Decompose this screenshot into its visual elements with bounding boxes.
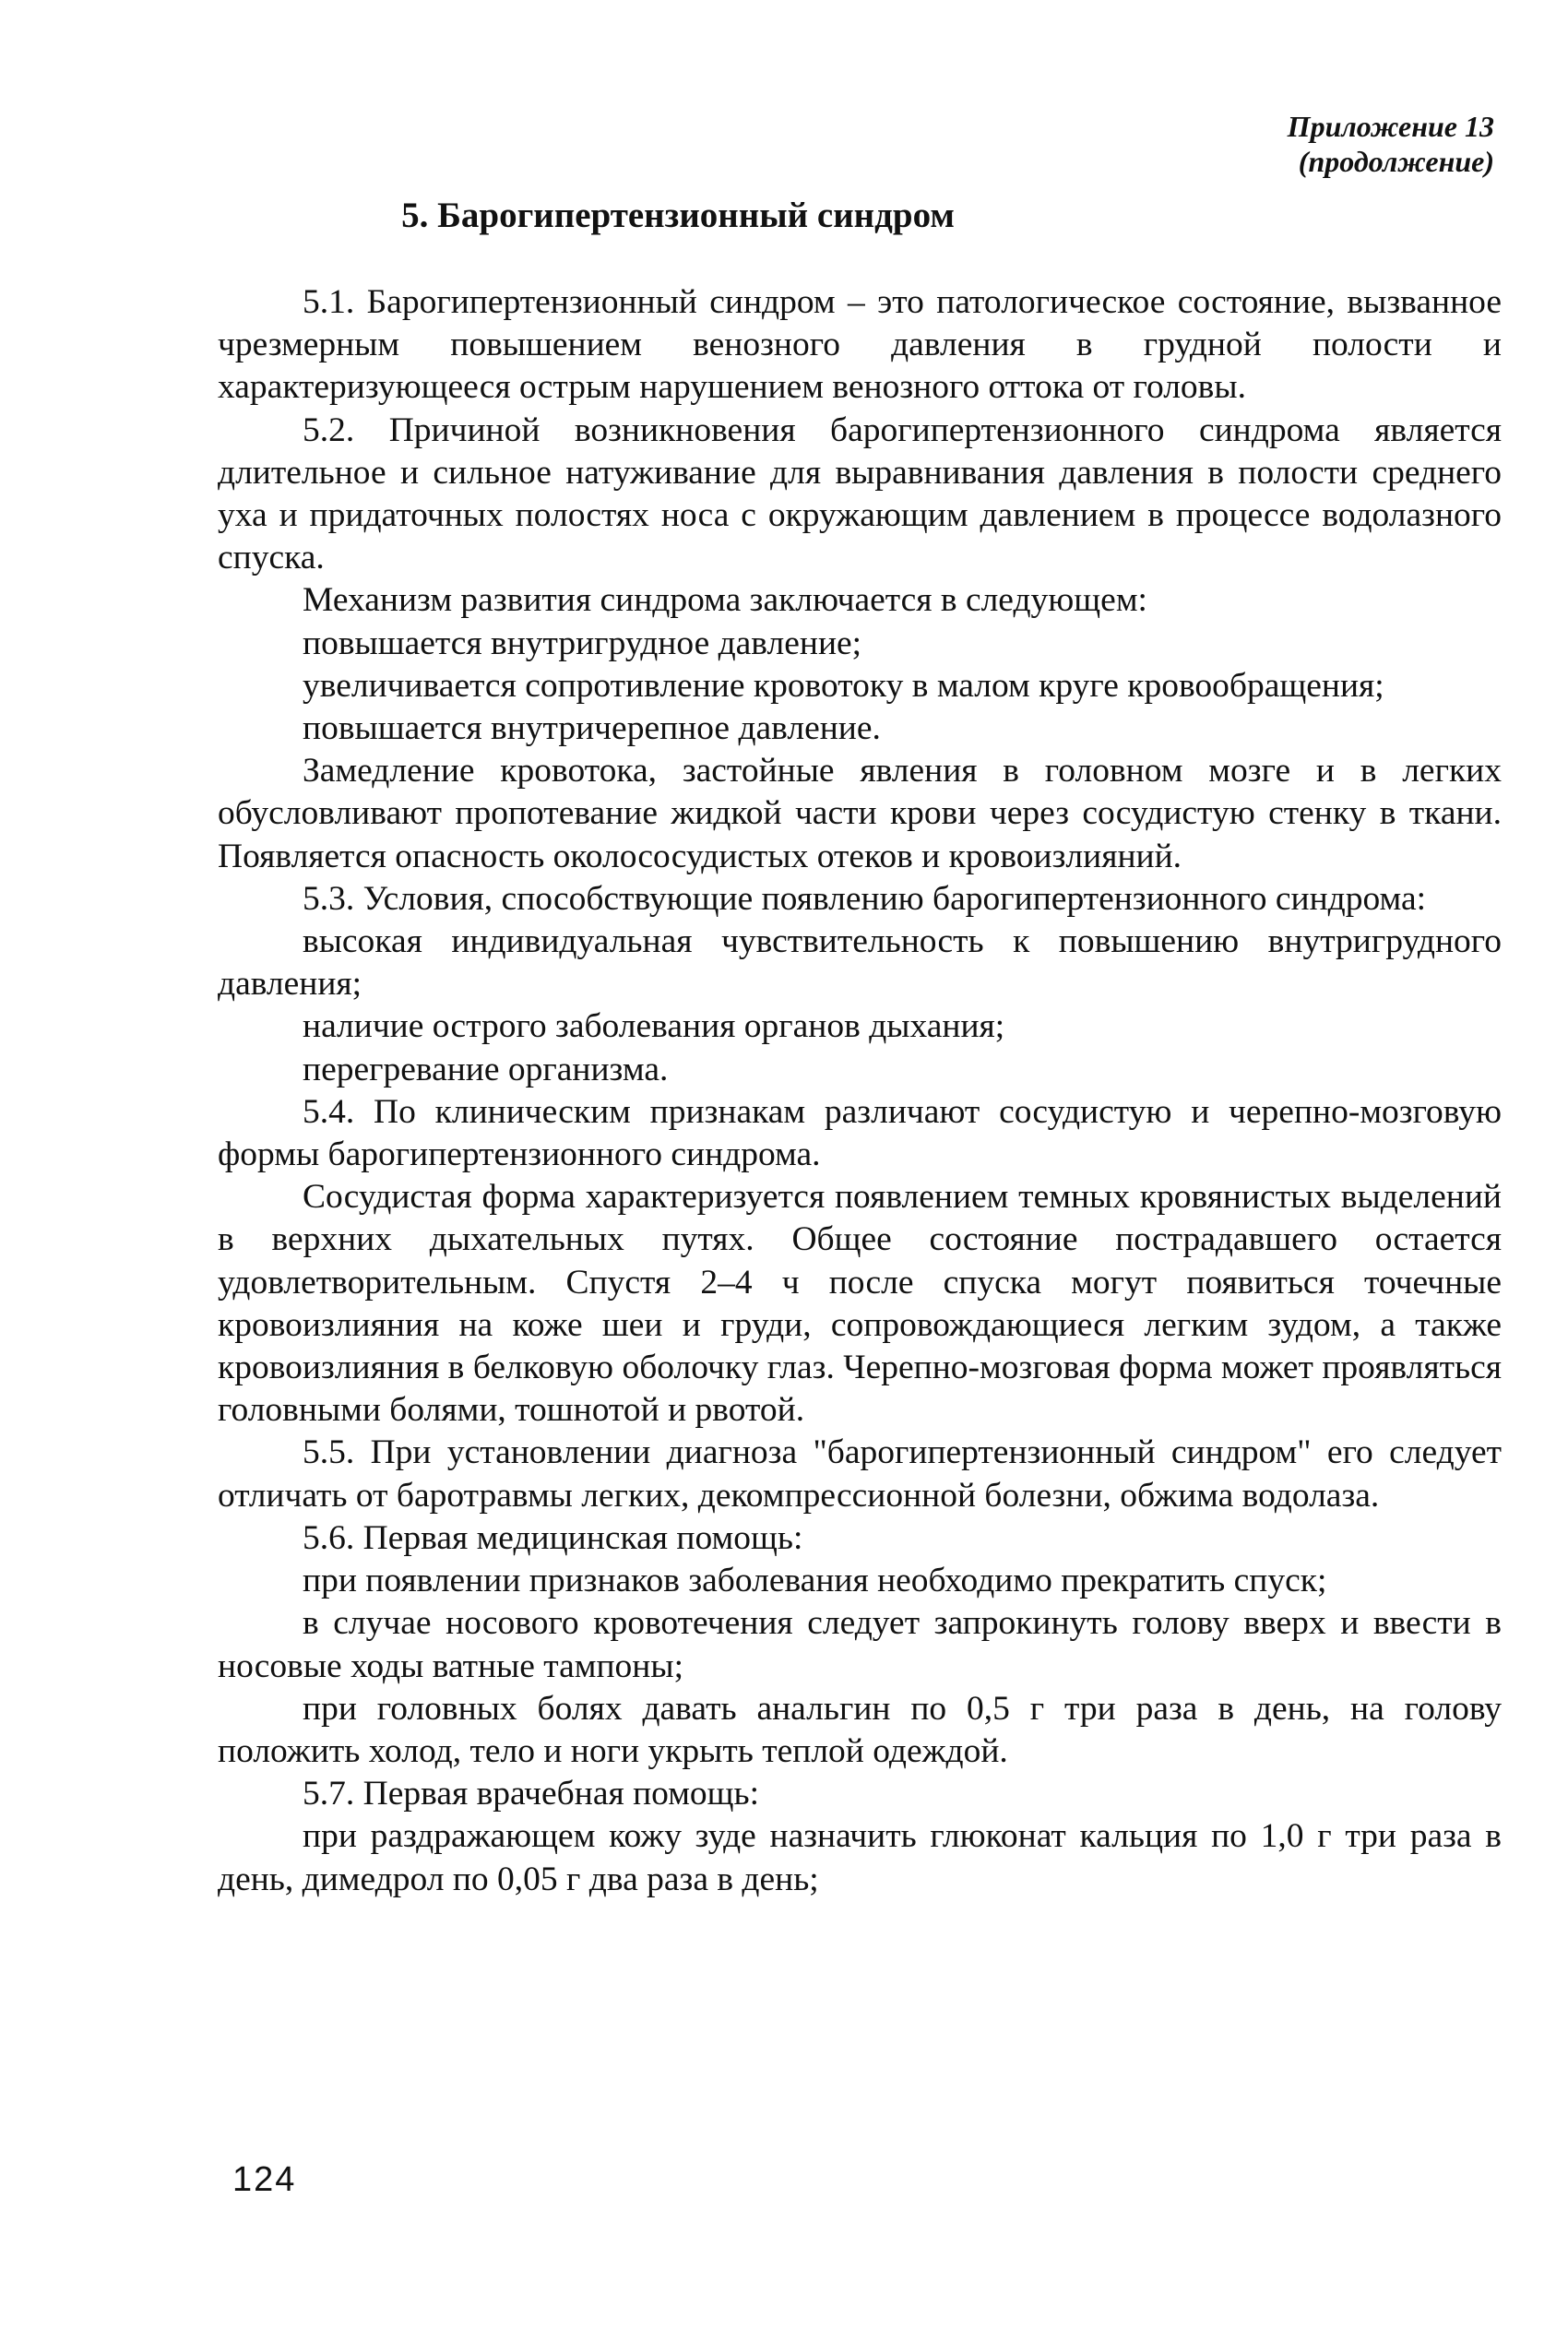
paragraph-5-5: 5.5. При установлении диагноза "барогипертензионный синдром" его следует отличать от баротравмы легких, декомпрессионной болезни, обжима водолаза. <box>218 1433 1502 1515</box>
list-item: увеличивается сопротивление кровотоку в малом круге кровообращения; <box>303 666 1384 705</box>
paragraph-5-1: 5.1. Барогипертензионный синдром – это патологическое состояние, вызванное чрезмерным повышением венозного давления в грудной полости и характеризующееся острым нарушением венозного оттока от головы. <box>218 283 1502 407</box>
list-item: при головных болях давать анальгин по 0,5 г три раза в день, на голову положить холод, тело и ноги укрыть теплой одеждой. <box>218 1689 1502 1770</box>
paragraph-5-6: 5.6. Первая медицинская помощь: <box>303 1518 803 1557</box>
paragraph-5-3: 5.3. Условия, способствующие появлению барогипертензионного синдрома: <box>303 879 1427 918</box>
list-item: повышается внутричерепное давление. <box>303 709 881 748</box>
list-item: при раздражающем кожу зуде назначить глюконат кальция по 1,0 г три раза в день, димедрол по 0,05 г два раза в день; <box>218 1817 1502 1898</box>
list-item: наличие острого заболевания органов дыхания; <box>303 1007 1005 1046</box>
section-title: 5. Барогипертензионный синдром <box>401 196 955 235</box>
page-number: 124 <box>232 2160 297 2199</box>
body-text <box>218 281 1502 1901</box>
paragraph-vascular-form: Сосудистая форма характеризуется появлением темных кровянистых выделений в верхних дыхательных путях. Общее состояние пострадавшего остается удовлетворительным. Спустя 2–4 ч после спуска могут появиться точечные кровоизлияния на коже шеи и груди, сопровождающиеся легким зудом, а также кровоизлияния в белковую оболочку глаз. Черепно-мозговая форма может проявляться головными болями, тошнотой и рвотой. <box>218 1178 1502 1430</box>
list-item: перегревание организма. <box>303 1050 669 1088</box>
list-item: при появлении признаков заболевания необходимо прекратить спуск; <box>303 1562 1327 1600</box>
list-item: высокая индивидуальная чувствительность к повышению внутригрудного давления; <box>218 922 1502 1004</box>
annex-label-line1: Приложение 13 <box>1287 110 1494 143</box>
paragraph-5-7: 5.7. Первая врачебная помощь: <box>303 1775 760 1813</box>
list-item: в случае носового кровотечения следует запрокинуть голову вверх и ввести в носовые ходы ватные тампоны; <box>218 1604 1502 1685</box>
paragraph-5-2: 5.2. Причиной возникновения барогипертензионного синдрома является длительное и сильное натуживание для выравнивания давления в полости среднего уха и придаточных полостях носа с окружающим давлением в процессе водолазного спуска. <box>218 410 1502 577</box>
paragraph-5-4: 5.4. По клиническим признакам различают сосудистую и черепно-мозговую формы барогипертензионного синдрома. <box>218 1092 1502 1174</box>
paragraph-mechanism: Механизм развития синдрома заключается в следующем: <box>303 581 1147 620</box>
list-item: повышается внутригрудное давление; <box>303 624 862 662</box>
annex-label-line2: (продолжение) <box>1298 145 1494 178</box>
paragraph-slowdown: Замедление кровотока, застойные явления в головном мозге и в легких обусловливают пропотевание жидкой части крови через сосудистую стенку в ткани. Появляется опасность околососудистых отеков и кровоизлияний. <box>218 752 1502 875</box>
annex-label <box>1288 109 1494 179</box>
